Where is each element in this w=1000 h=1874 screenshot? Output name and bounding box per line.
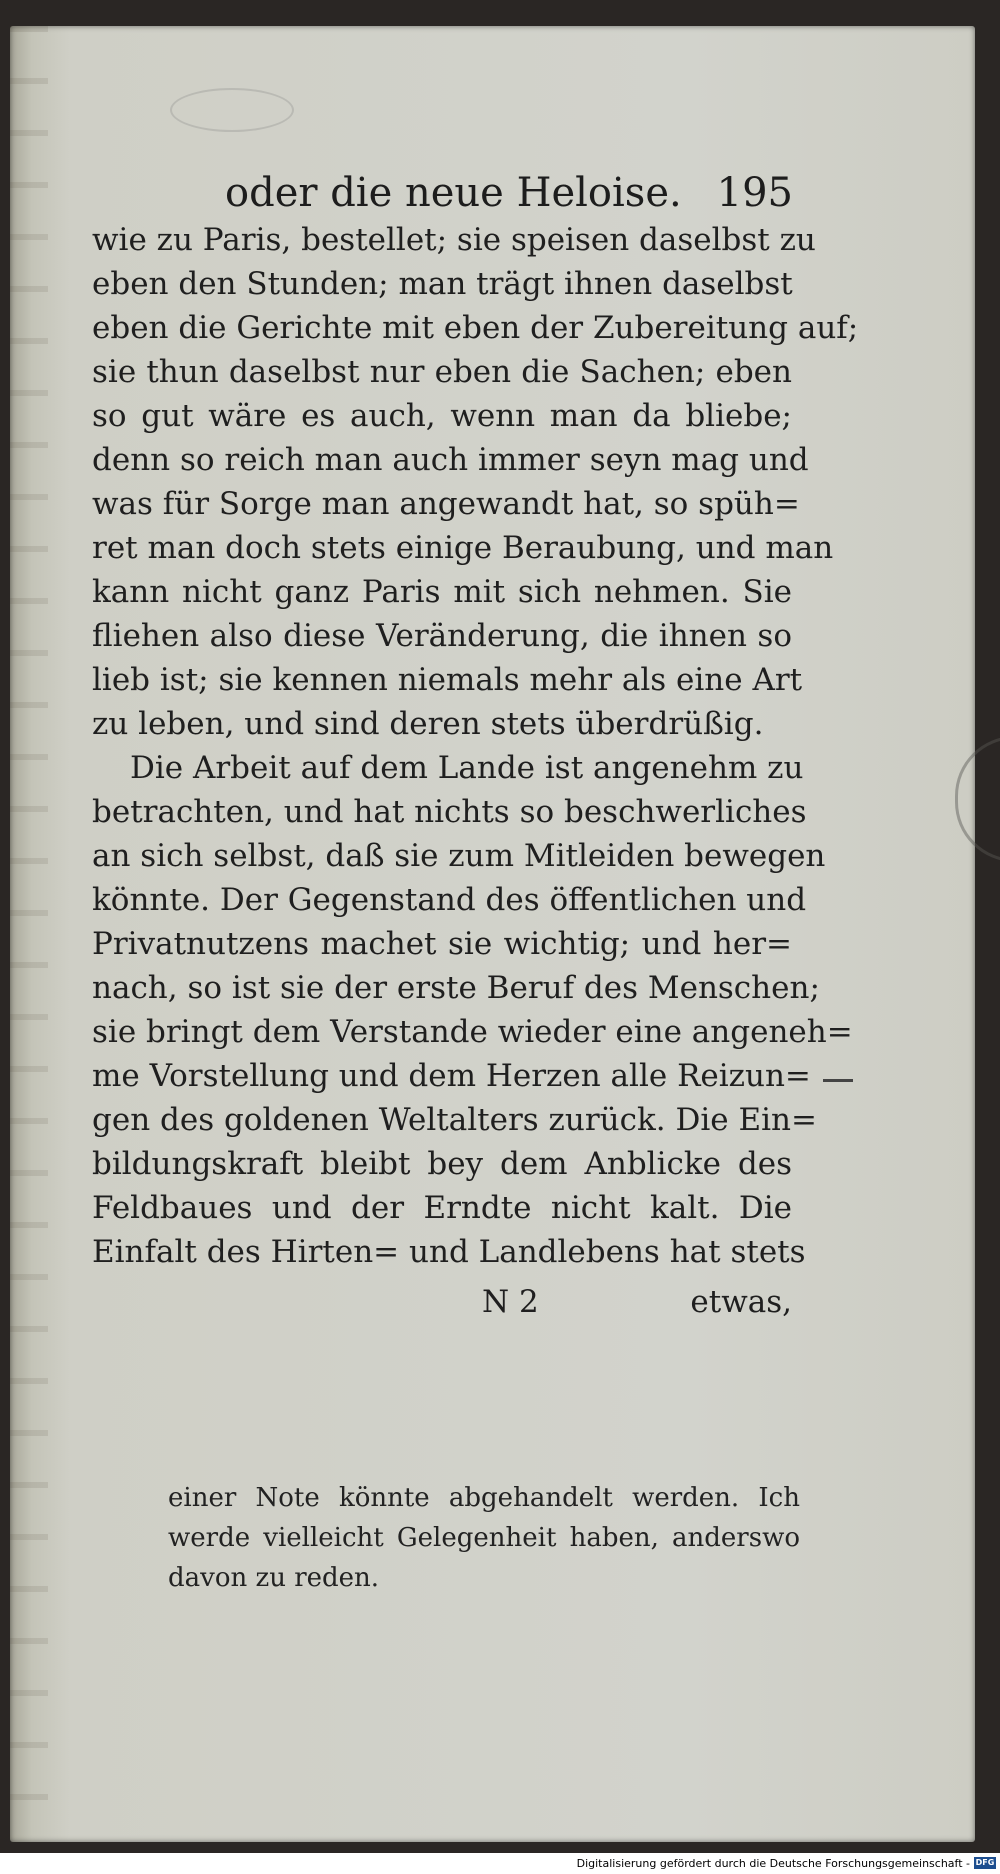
footnote-line: davon zu reden.: [168, 1563, 380, 1593]
body-line: betrachten, und hat nichts so beschwerliches: [92, 794, 807, 830]
catchword-line: [92, 1280, 792, 1324]
body-line: fliehen also diese Veränderung, die ihnen so: [92, 618, 792, 654]
body-line: an sich selbst, daß sie zum Mitleiden bewegen: [92, 838, 826, 874]
body-line: me Vorstellung und dem Herzen alle Reizun=: [92, 1058, 811, 1094]
body-line: Einfalt des Hirten= und Landlebens hat stets: [92, 1234, 806, 1270]
body-line: nach, so ist sie der erste Beruf des Menschen;: [92, 970, 820, 1006]
page-header: [225, 168, 793, 218]
body-line: Privatnutzens machet sie wichtig; und her=: [92, 926, 792, 962]
body-line: eben die Gerichte mit eben der Zubereitung auf;: [92, 310, 859, 346]
body-line: was für Sorge man angewandt hat, so spüh=: [92, 486, 800, 522]
body-line: kann nicht ganz Paris mit sich nehmen. Sie: [92, 574, 792, 610]
body-line: wie zu Paris, bestellet; sie speisen daselbst zu: [92, 222, 816, 258]
margin-dash: [823, 1079, 853, 1082]
body-line: zu leben, und sind deren stets überdrüßig.: [92, 706, 764, 742]
body-line: ret man doch stets einige Beraubung, und man: [92, 530, 834, 566]
body-line: bildungskraft bleibt bey dem Anblicke des: [92, 1146, 792, 1182]
dfg-logo-icon: DFG: [975, 1858, 995, 1867]
signature-mark: N 2: [482, 1284, 539, 1320]
funding-credit: Digitalisierung gefördert durch die Deutsche Forschungsgemeinschaft -: [576, 1857, 970, 1870]
footnote-line: einer Note könnte abgehandelt werden. Ich: [168, 1483, 800, 1513]
body-line: eben den Stunden; man trägt ihnen daselbst: [92, 266, 793, 302]
body-line: könnte. Der Gegenstand des öffentlichen und: [92, 882, 807, 918]
body-line: denn so reich man auch immer seyn mag und: [92, 442, 809, 478]
page-edge-tab: [955, 736, 1000, 862]
body-line: sie bringt dem Verstande wieder eine angeneh=: [92, 1014, 853, 1050]
faint-pencil-mark: [170, 88, 294, 132]
running-title: oder die neue Heloise.: [225, 170, 682, 216]
body-line: gen des goldenen Weltalters zurück. Die Ein=: [92, 1102, 817, 1138]
catchword: etwas,: [690, 1284, 792, 1320]
body-line: lieb ist; sie kennen niemals mehr als eine Art: [92, 662, 803, 698]
page-number: 195: [716, 170, 793, 216]
body-line: Die Arbeit auf dem Lande ist angenehm zu: [130, 750, 804, 786]
body-line: sie thun daselbst nur eben die Sachen; eben: [92, 354, 792, 390]
body-line: Feldbaues und der Erndte nicht kalt. Die: [92, 1190, 792, 1226]
body-line: so gut wäre es auch, wenn man da bliebe;: [92, 398, 792, 434]
footnote-line: werde vielleicht Gelegenheit haben, anderswo: [168, 1523, 800, 1553]
